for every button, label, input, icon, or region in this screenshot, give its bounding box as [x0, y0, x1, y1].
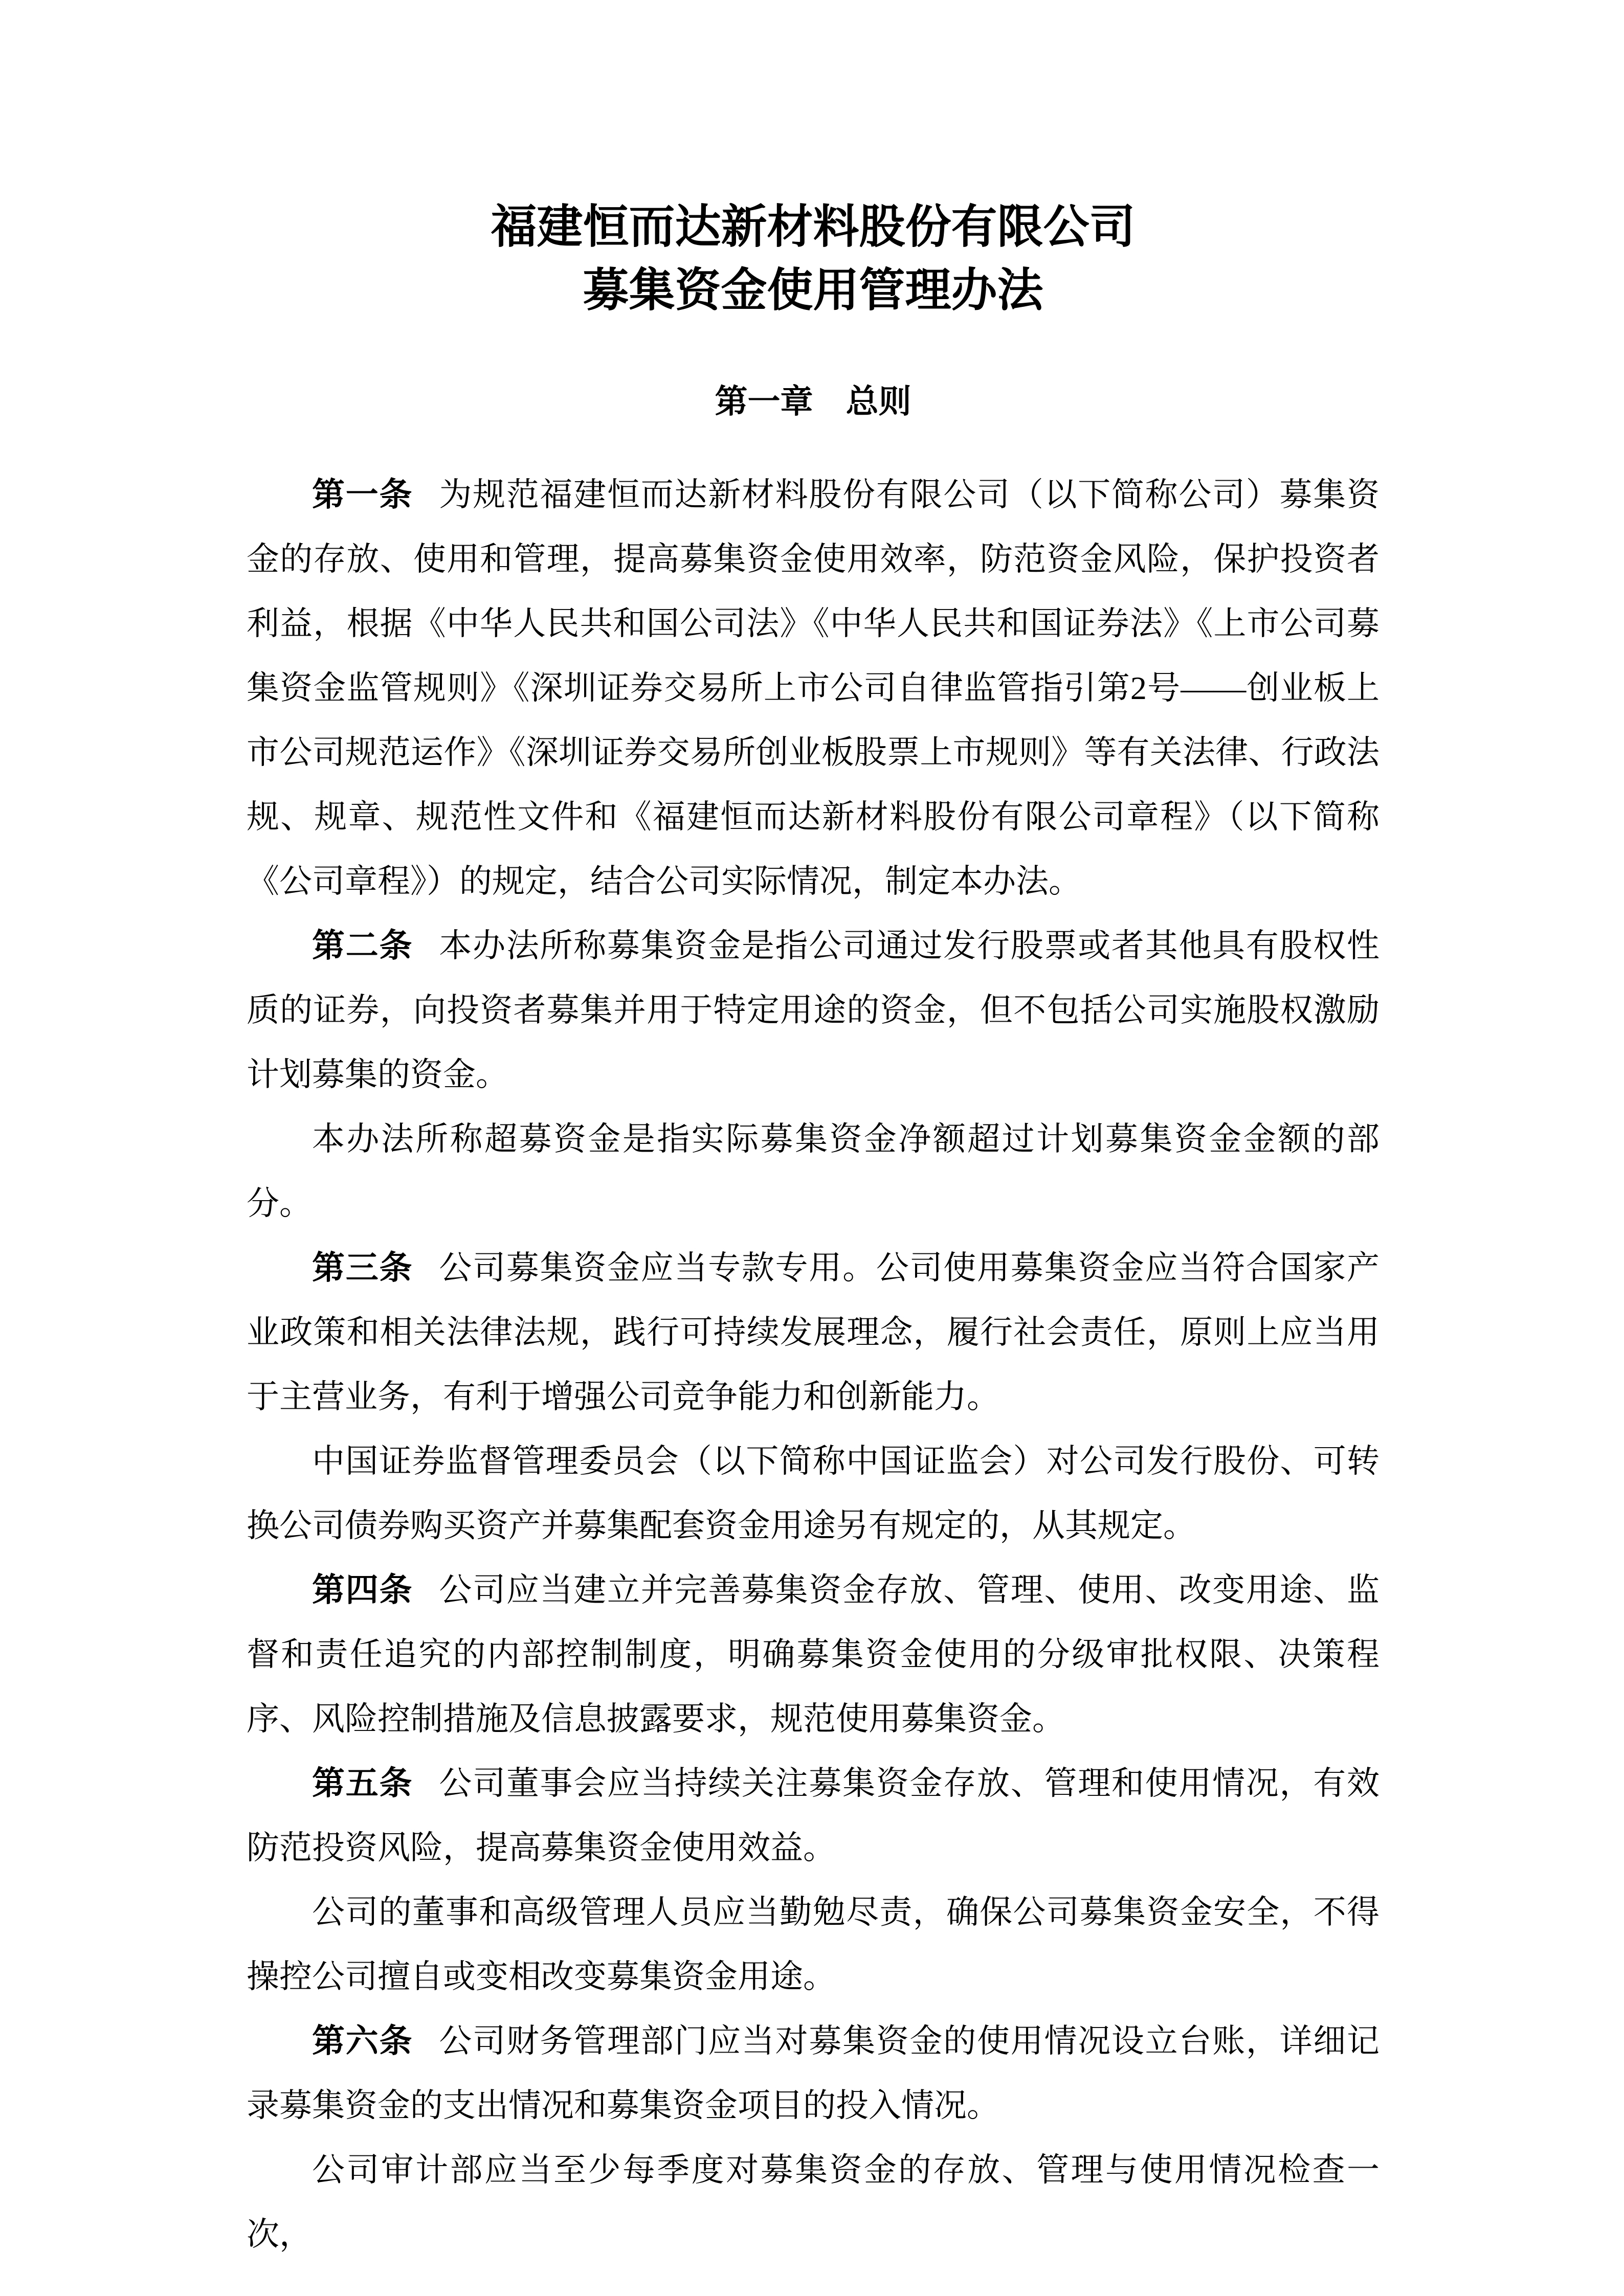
- paragraph: [247, 1429, 1380, 1558]
- paragraph: [247, 1236, 1380, 1429]
- paragraph-text: 为规范福建恒而达新材料股份有限公司（以下简称公司）募集资金的存放、使用和管理，提高募集资金使用效率，防范资金风险，保护投资者利益，根据《中华人民共和国公司法》《中华人民共和国证券法》《上市公司募集资金监管规则》《深圳证券交易所上市公司自律监管指引第2号——创业板上市公司规范运作》《深圳证券交易所创业板股票上市规则》等有关法律、行政法规、规章、规范性文件和《福建恒而达新材料股份有限公司章程》（以下简称《公司章程》）的规定，结合公司实际情况，制定本办法。: [247, 477, 1380, 899]
- paragraph-text: 公司募集资金应当专款专用。公司使用募集资金应当符合国家产业政策和相关法律法规，践行可持续发展理念，履行社会责任，原则上应当用于主营业务，有利于增强公司竞争能力和创新能力。: [247, 1250, 1380, 1415]
- paragraph-text: 公司审计部应当至少每季度对募集资金的存放、管理与使用情况检查一次，: [247, 2152, 1380, 2253]
- paragraph-text: 公司应当建立并完善募集资金存放、管理、使用、改变用途、监督和责任追究的内部控制制度，明确募集资金使用的分级审批权限、决策程序、风险控制措施及信息披露要求，规范使用募集资金。: [247, 1572, 1380, 1737]
- paragraph-text: 公司财务管理部门应当对募集资金的使用情况设立台账，详细记录募集资金的支出情况和募集资金项目的投入情况。: [247, 2023, 1380, 2124]
- document-body: [247, 463, 1380, 2267]
- paragraph-text: 公司的董事和高级管理人员应当勤勉尽责，确保公司募集资金安全，不得操控公司擅自或变相改变募集资金用途。: [247, 1894, 1380, 1995]
- paragraph: [247, 2138, 1380, 2267]
- chapter-heading: 第一章 总则: [715, 384, 911, 420]
- article-number: 第四条: [312, 1572, 413, 1608]
- document-title-line-1: 福建恒而达新材料股份有限公司: [491, 202, 1136, 253]
- document-title-line-2: 募集资金使用管理办法: [583, 265, 1043, 316]
- paragraph: [247, 463, 1380, 914]
- paragraph: [247, 2009, 1380, 2138]
- article-number: 第六条: [312, 2023, 413, 2059]
- article-number: 第五条: [312, 1765, 413, 1802]
- paragraph: [247, 1880, 1380, 2009]
- paragraph: [247, 1107, 1380, 1236]
- article-number: 第三条: [312, 1250, 413, 1286]
- paragraph: [247, 914, 1380, 1107]
- paragraph: [247, 1751, 1380, 1880]
- document-title: [247, 196, 1380, 323]
- article-number: 第一条: [312, 477, 413, 513]
- paragraph: [247, 1558, 1380, 1751]
- paragraph-text: 公司董事会应当持续关注募集资金存放、管理和使用情况，有效防范投资风险，提高募集资金使用效益。: [247, 1765, 1380, 1866]
- paragraph-text: 本办法所称募集资金是指公司通过发行股票或者其他具有股权性质的证券，向投资者募集并用于特定用途的资金，但不包括公司实施股权激励计划募集的资金。: [247, 928, 1380, 1093]
- paragraph-text: 本办法所称超募资金是指实际募集资金净额超过计划募集资金金额的部分。: [247, 1121, 1380, 1222]
- article-number: 第二条: [312, 928, 413, 964]
- paragraph-text: 中国证券监督管理委员会（以下简称中国证监会）对公司发行股份、可转换公司债券购买资产并募集配套资金用途另有规定的，从其规定。: [247, 1443, 1380, 1544]
